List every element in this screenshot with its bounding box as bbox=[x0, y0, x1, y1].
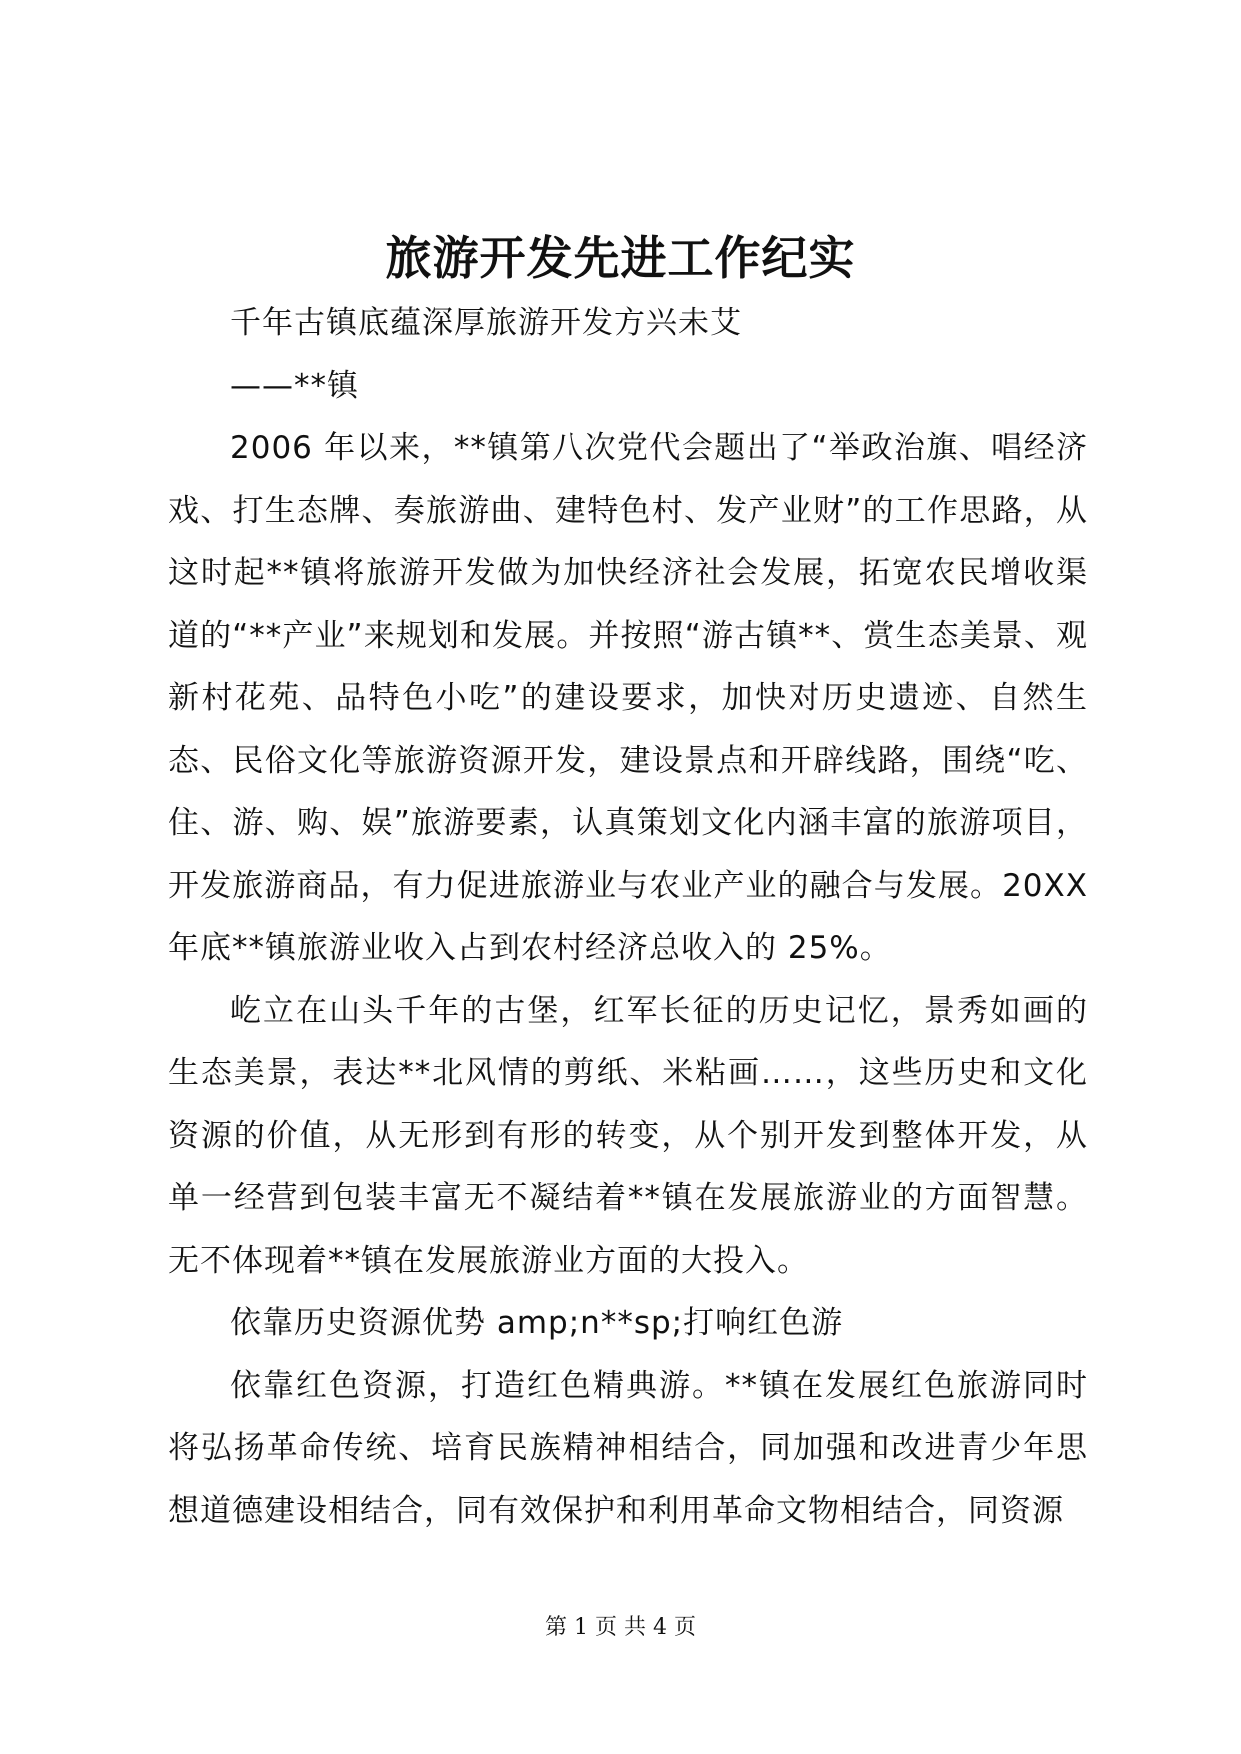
section-heading: 依靠历史资源优势 amp;n**sp;打响红色游 bbox=[230, 1305, 844, 1341]
document-body bbox=[168, 292, 1088, 1542]
document-title: 旅游开发先进工作纪实 bbox=[385, 231, 856, 285]
body-paragraph: 屹立在山头千年的古堡，红军长征的历史记忆，景秀如画的生态美景，表达**北风情的剪纸、米粘画……，这些历史和文化资源的价值，从无形到有形的转变，从个别开发到整体开发，从单一经营到包装丰富无不凝结着**镇在发展旅游业的方面智慧。无不体现着**镇在发展旅游业方面的大投入。 bbox=[168, 992, 1088, 1279]
body-paragraph: 2006 年以来，**镇第八次党代会题出了“举政治旗、唱经济戏、打生态牌、奏旅游曲、建特色村、发产业财”的工作思路，从这时起**镇将旅游开发做为加快经济社会发展，拓宽农民增收渠道的“**产业”来规划和发展。并按照“游古镇**、赏生态美景、观新村花苑、品特色小吃”的建设要求，加快对历史遗迹、自然生态、民俗文化等旅游资源开发，建设景点和开辟线路，围绕“吃、住、游、购、娱”旅游要素，认真策划文化内涵丰富的旅游项目，开发旅游商品，有力促进旅游业与农业产业的融合与发展。20XX 年底**镇旅游业收入占到农村经济总收入的 25%。 bbox=[168, 430, 1088, 966]
author-line: ——**镇 bbox=[230, 367, 359, 404]
subtitle-paragraph: 千年古镇底蕴深厚旅游开发方兴未艾 bbox=[230, 305, 742, 341]
body-paragraph: 依靠红色资源，打造红色精典游。**镇在发展红色旅游同时将弘扬革命传统、培育民族精神相结合，同加强和改进青少年思想道德建设相结合，同有效保护和利用革命文物相结合，同资源 bbox=[168, 1367, 1088, 1529]
page-number-footer: 第 1 页 共 4 页 bbox=[545, 1615, 696, 1640]
